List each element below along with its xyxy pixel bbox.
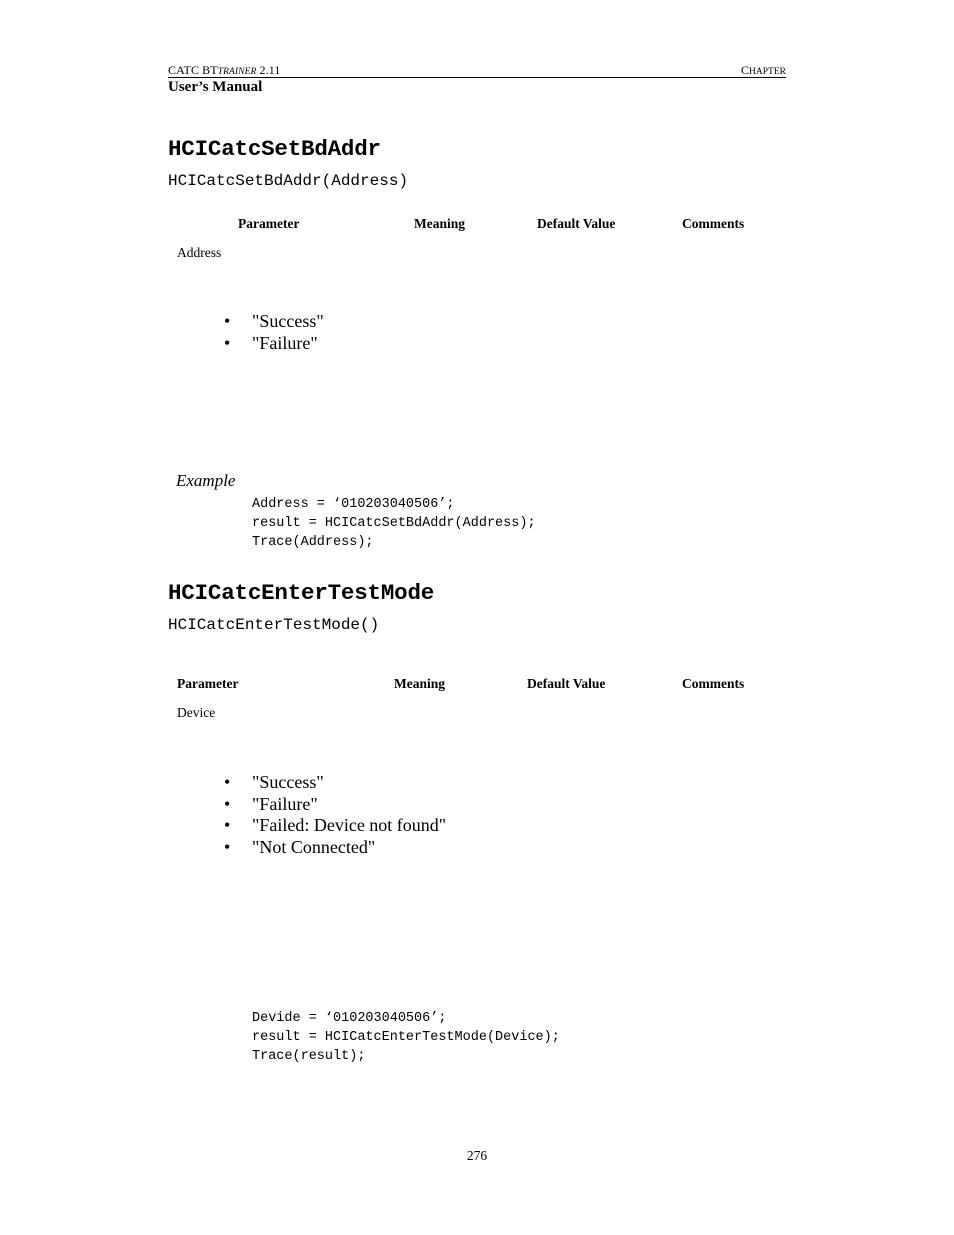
table-header-default-value: Default Value [537,216,616,231]
list-item [224,837,446,859]
code-block-entertestmode [252,1009,560,1066]
header-chapter-rest: HAPTER [749,67,786,77]
bullet-icon: • [224,815,231,836]
header-product-smallcaps: TRAINER [217,67,257,77]
code-line: Trace(Address); [252,535,374,550]
list-item [224,311,324,333]
code-line: Trace(result); [252,1049,366,1064]
list-item [224,772,446,794]
table-cell-parameter: Address [177,245,222,260]
table-cell-parameter: Device [177,705,216,720]
header-product-prefix: CATC BT [168,63,218,77]
bullet-icon: • [224,772,231,792]
return-values-setbdaddr [224,311,324,354]
bullet-icon: • [224,311,231,331]
list-item-text: "Success" [252,772,324,792]
table-header-meaning: Meaning [414,216,466,231]
bullet-icon: • [224,793,231,814]
example-label: Example [176,471,236,490]
table-header-parameter: Parameter [177,676,239,691]
signature-setbdaddr: HCICatcSetBdAddr(Address) [168,172,409,190]
header-manual: User’s Manual [168,79,263,95]
table-header-default-value: Default Value [527,676,606,691]
header-rule [168,77,786,78]
code-block-setbdaddr [252,495,536,552]
signature-entertestmode: HCICatcEnterTestMode() [168,616,380,634]
header-product [168,63,280,78]
page-number: 276 [466,1148,488,1163]
bullet-icon: • [224,332,231,353]
list-item-text: "Not Connected" [252,837,376,858]
code-line: result = HCICatcEnterTestMode(Device); [252,1030,560,1045]
code-line: result = HCICatcSetBdAddr(Address); [252,516,536,531]
code-line: Devide = ‘010203040506’; [252,1011,447,1026]
section-title-setbdaddr: HCICatcSetBdAddr [168,136,381,162]
code-line: Address = ‘010203040506’; [252,497,455,512]
table-header-parameter: Parameter [238,216,300,231]
list-item-text: "Success" [252,311,324,331]
table-header-comments: Comments [682,676,745,691]
list-item [224,333,324,355]
header-version: 2.11 [256,63,281,77]
table-header-comments: Comments [682,216,745,231]
bullet-icon: • [224,837,231,858]
list-item [224,815,446,837]
list-item-text: "Failure" [252,793,318,814]
list-item-text: "Failed: Device not found" [252,815,447,836]
table-header-meaning: Meaning [394,676,446,691]
return-values-entertestmode [224,772,446,859]
list-item-text: "Failure" [252,332,318,353]
list-item [224,794,446,816]
header-chapter-initial: C [741,63,750,77]
section-title-entertestmode: HCICatcEnterTestMode [168,580,435,606]
header-chapter [741,63,786,78]
